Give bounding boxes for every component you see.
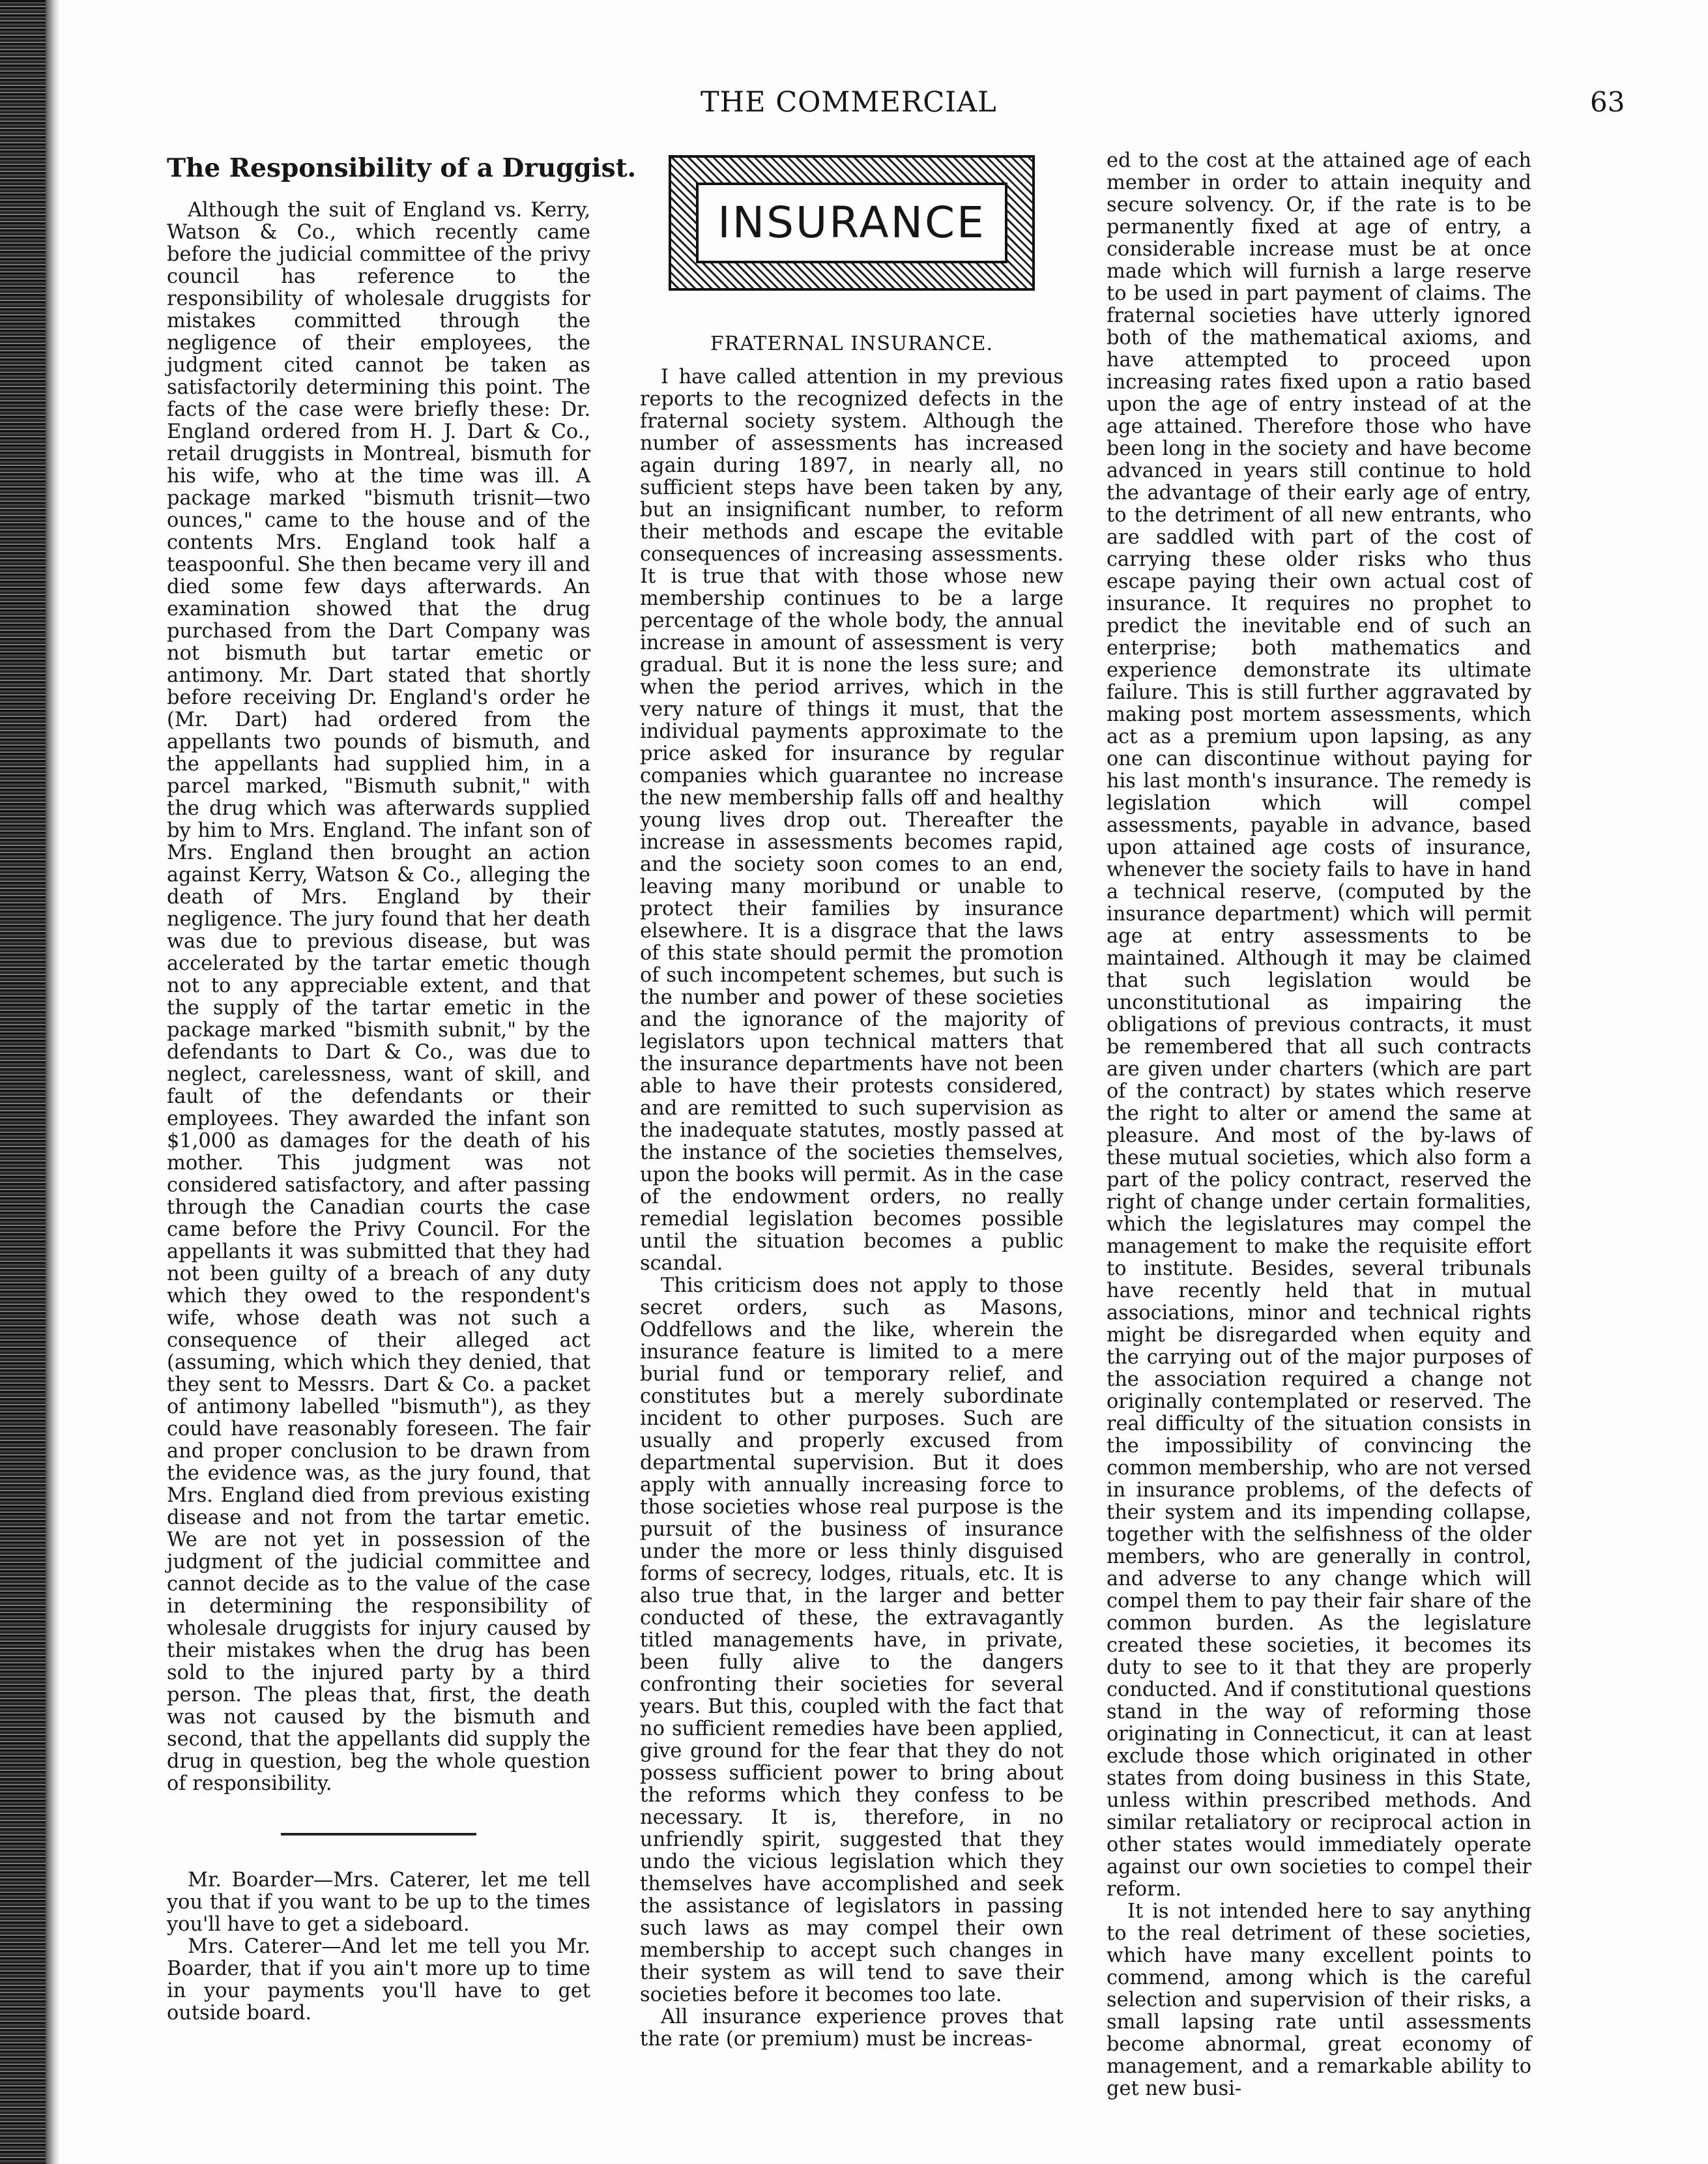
article-paragraph: I have called attention in my previous reports to the recognized defects in the fraternal society system. Although the number of assessments has increased again during 1897, in nearly all, no sufficient steps have been taken by any, but an insignificant number, to reform their methods and escape the evitable consequences of increasing assessments. It is true that with those whose new membership continues to be a large percentage of the whole body, the annual increase in amount of assessment is very gradual. But it is none the less sure; and when the period arrives, which in the very nature of things it must, that the individual payments approximate to the price asked for insurance by regular companies which guarantee no increase the new membership falls off and healthy young lives drop out. Thereafter the increase in assessments becomes rapid, and the society soon comes to an end, leaving many moribund or unable to protect their families by insurance elsewhere. It is a disgrace that the laws of this state should permit the promotion of such incompetent schemes, but such is the number and power of these societies and the ignorance of the majority of legislators upon technical matters that the insurance departments have not been able to have their protests considered, and are remitted to such supervision as the inadequate statutes, mostly passed at the instance of the societies themselves, upon the books will permit. As in the case of the endowment orders, no really remedial legislation becomes possible until the situation becomes a public scandal.: [640, 366, 1064, 1275]
left-column: [167, 151, 637, 2025]
banner-panel: [696, 183, 1007, 263]
dialogue-line: Mrs. Caterer—And let me tell you Mr. Boarder, that if you ain't more up to time in your payments you'll have to get outside board.: [167, 1935, 590, 2025]
article-paragraph: All insurance experience proves that the rate (or premium) must be increas-: [640, 2006, 1064, 2051]
section-divider: [281, 1833, 476, 1835]
running-title: THE COMMERCIAL: [701, 86, 997, 119]
article-paragraph: It is not intended here to say anything to the real detriment of these societies, which have many excellent points to commend, among which is the careful selection and supervision of their risks, a small lapsing rate until assessments become abnormal, great economy of management, and a remarkable ability to get new busi-: [1107, 1900, 1531, 2100]
article-paragraph: This criticism does not apply to those secret orders, such as Masons, Oddfellows and the like, wherein the insurance feature is limited to a mere burial fund or temporary relief, and constitutes but a merely subordinate incident to other purposes. Such are usually and properly excused from departmental supervision. But it does apply with annually increasing force to those societies whose real purpose is the pursuit of the business of insurance under the more or less thinly disguised forms of secrecy, lodges, rituals, etc. It is also true that, in the larger and better conducted of these, the extravagantly titled managements have, in private, been fully alive to the dangers confronting their societies for several years. But this, coupled with the fact that no sufficient remedies have been applied, give ground for the fear that they do not possess sufficient power to bring about the reforms which they confess to be necessary. It is, therefore, in no unfriendly spirit, suggested that they undo the vicious legislation which they themselves have accomplished and seek the assistance of legislators in passing such laws as may compel their own membership to accept such changes in their system as will tend to save their societies before it becomes too late.: [640, 1274, 1064, 2006]
insurance-banner: [669, 155, 1035, 291]
article-paragraph: ed to the cost at the attained age of each member in order to attain inequity and secure solvency. Or, if the rate is to be permanently fixed at age of entry, a considerable increase must be at once made which will furnish a large reserve to be used in part payment of claims. The fraternal societies have utterly ignored both of the mathematical axioms, and have attempted to proceed upon increasing rates fixed upon a ratio based upon the age of entry instead of at the age attained. Therefore those who have been long in the society and have become advanced in years still continue to hold the advantage of their early age of entry, to the detriment of all new entrants, who are saddled with part of the cost of carrying these older risks who thus escape paying their own actual cost of insurance. It requires no prophet to predict the inevitable end of such an enterprise; both mathematics and experience demonstrate its ultimate failure. This is still further aggravated by making post mortem assessments, which act as a premium upon lapsing, as any one can discontinue without paying for his last month's insurance. The remedy is legislation which will compel assessments, payable in advance, based upon attained age costs of insurance, whenever the society fails to have in hand a technical reserve, (computed by the insurance department) which will permit age at entry assessments to be maintained. Although it may be claimed that such legislation would be unconstitutional as impairing the obligations of previous contracts, it must be remembered that all such contracts are given under charters (which are part of the contract) by states which reserve the right to alter or amend the same at pleasure. And most of the by-laws of these mutual societies, which also form a part of the policy contract, reserved the right of change under certain formalities, which the legislatures may compel the management to make the requisite effort to institute. Besides, several tribunals have recently held that in mutual associations, minor and technical rights might be disregarded when equity and the carrying out of the major purposes of the association required a change not originally contemplated or reserved. The real difficulty of the situation consists in the impossibility of convincing the common membership, who are not versed in insurance problems, of the defects of their system and its impending collapse, together with the selfishness of the older members, who are generally in control, and adverse to any change which will compel them to pay their fair share of the common burden. As the legislature created these societies, it becomes its duty to see to it that they are properly conducted. And if constitutional questions stand in the way of reforming those originating in Connecticut, it can at least exclude those which originated in other states from doing business in this State, unless within prescribed methods. And similar retaliatory or reciprocal action in other states would immediately operate against our own societies to compel their reform.: [1107, 149, 1531, 1901]
article-paragraph: Although the suit of England vs. Kerry, Watson & Co., which recently came before the judicial committee of the privy council has reference to the responsibility of wholesale druggists for mistakes committed through the negligence of their employees, the judgment cited cannot be taken as satisfactorily determining this point. The facts of the case were briefly these: Dr. England ordered from H. J. Dart & Co., retail druggists in Montreal, bismuth for his wife, who at the time was ill. A package marked "bismuth trisnit—two ounces," came to the house and of the contents Mrs. England took half a teaspoonful. She then became very ill and died some few days afterwards. An examination showed that the drug purchased from the Dart Company was not bismuth but tartar emetic or antimony. Mr. Dart stated that shortly before receiving Dr. England's order he (Mr. Dart) had ordered from the appellants two pounds of bismuth, and the appellants had supplied him, in a parcel marked, "Bismuth subnit," with the drug which was afterwards supplied by him to Mrs. England. The infant son of Mrs. England then brought an action against Kerry, Watson & Co., alleging the death of Mrs. England by their negligence. The jury found that her death was due to previous disease, but was accelerated by the tartar emetic though not to any appreciable extent, and that the supply of the tartar emetic in the package marked "bismith subnit," by the defendants to Dart & Co., was due to neglect, carelessness, want of skill, and fault of the defendants or their employees. They awarded the infant son $1,000 as damages for the death of his mother. This judgment was not considered satisfactory, and after passing through the Canadian courts the case came before the Privy Council. For the appellants it was submitted that they had not been guilty of a breach of any duty which they owed to the respondent's wife, whose death was not such a consequence of their alleged act (assuming, which which they denied, that they sent to Messrs. Dart & Co. a packet of antimony labelled "bismuth"), as they could have reasonably foreseen. The fair and proper conclusion to be drawn from the evidence was, as the jury found, that Mrs. England died from previous existing disease and not from the tartar emetic. We are not yet in possession of the judgment of the judicial committee and cannot decide as to the value of the case in determining the responsibility of wholesale druggists for injury caused by their mistakes when the drug has been sold to the injured party by a third person. The pleas that, first, the death was not caused by the bismuth and second, that the appellants did supply the drug in question, beg the whole question of responsibility.: [167, 199, 590, 1795]
right-column: [1107, 150, 1531, 2100]
dialogue-line: Mr. Boarder—Mrs. Caterer, let me tell you that if you want to be up to the times you'll have to get a sideboard.: [167, 1869, 590, 1936]
article-heading: The Responsibility of a Druggist.: [167, 153, 637, 183]
scan-binding-edge: [0, 0, 46, 2164]
section-subheading: FRATERNAL INSURANCE.: [710, 332, 994, 355]
banner-text: INSURANCE: [717, 197, 986, 248]
humor-dialogue: [167, 1869, 590, 2025]
page-number: 63: [1590, 86, 1625, 118]
page-header: [0, 86, 1708, 132]
middle-column: [640, 155, 1064, 2051]
scan-shadow: [46, 0, 60, 2164]
